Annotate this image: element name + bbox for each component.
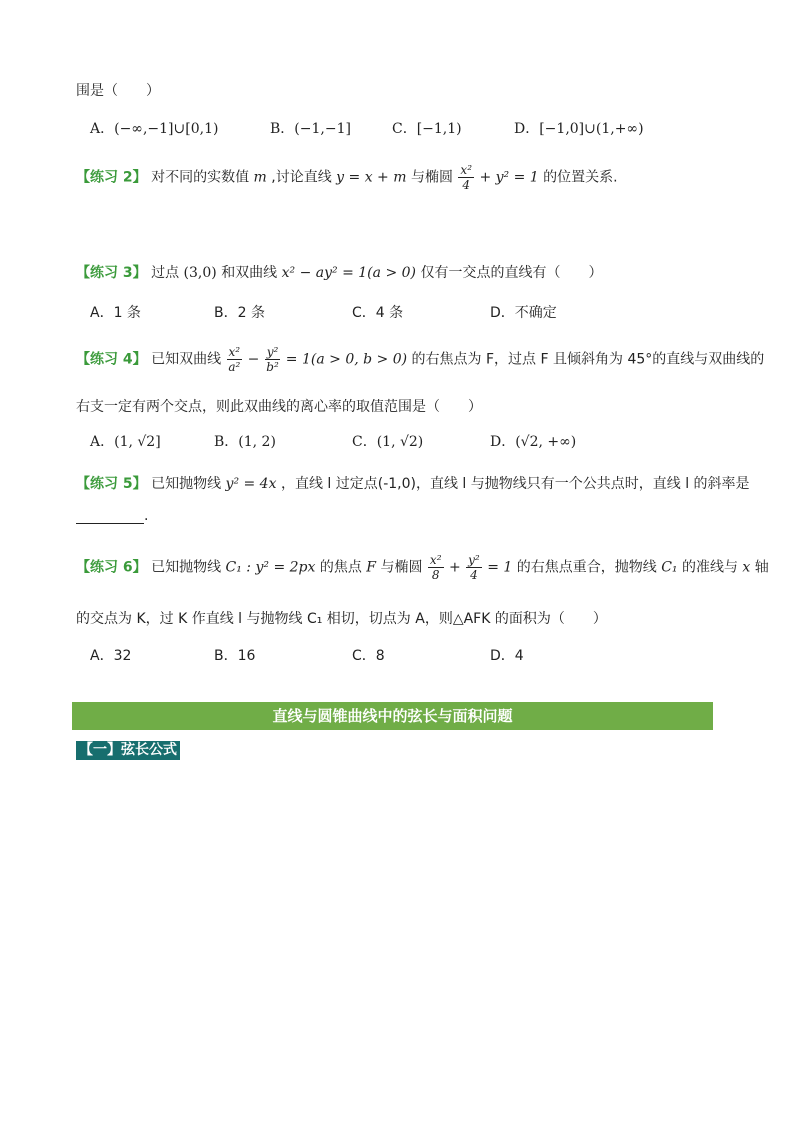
section-banner: 直线与圆锥曲线中的弦长与面积问题 xyxy=(72,702,713,730)
fraction xyxy=(466,553,482,582)
math-tail: = 1(a > 0, b > 0) xyxy=(285,351,408,368)
numerator: y² xyxy=(266,345,279,359)
option-b: B．2 条 xyxy=(214,305,265,321)
text: 的右焦点为 F，过点 F 且倾斜角为 45°的直线与双曲线的 xyxy=(411,351,765,368)
math-parabola-eq: y² = 4x xyxy=(225,476,277,492)
option-b: B．16 xyxy=(214,648,256,664)
exercise-4 xyxy=(76,345,764,374)
exercise-6-line2: 的交点为 K，过 K 作直线 l 与抛物线 C₁ 相切，切点为 A，则△AFK 的面积为（ ） xyxy=(76,611,607,627)
option-c: C．[−1,1) xyxy=(392,121,462,137)
exercise-label: 【练习 3】 xyxy=(76,265,147,281)
subsection-heading: 【一】弦长公式 xyxy=(76,741,180,760)
math-hyperbola-eq: x² − ay² = 1(a > 0) xyxy=(281,265,416,281)
text: 对不同的实数值 xyxy=(151,169,250,186)
exercise-2 xyxy=(76,163,618,192)
option-a: A．(−∞,−1]∪[0,1) xyxy=(90,121,219,137)
numerator: x² xyxy=(460,163,472,177)
text: 已知抛物线 xyxy=(151,559,222,576)
option-c: C．(1, √2) xyxy=(352,434,424,450)
text: 轴 xyxy=(754,559,769,576)
exercise-3 xyxy=(76,262,602,282)
text: 的右焦点重合，抛物线 xyxy=(516,559,657,576)
math-line-eq: y = x + m xyxy=(336,169,407,186)
denominator: a² xyxy=(228,360,241,374)
fraction xyxy=(458,163,474,192)
denominator: 4 xyxy=(462,178,471,192)
denominator: b² xyxy=(266,360,279,374)
exercise-label: 【练习 6】 xyxy=(76,559,147,576)
denominator: 4 xyxy=(470,568,478,582)
option-c: C．4 条 xyxy=(352,305,404,321)
option-d: D．[−1,0]∪(1,+∞) xyxy=(514,121,644,137)
option-b: B．(−1,−1] xyxy=(270,121,351,137)
numerator: x² xyxy=(429,553,442,567)
option-a: A．32 xyxy=(90,648,132,664)
math-point: (3,0) xyxy=(183,265,217,281)
option-c: C．8 xyxy=(352,648,385,664)
denominator: 8 xyxy=(431,568,440,582)
text: 已知抛物线 xyxy=(151,476,222,492)
math-op: − xyxy=(247,351,260,368)
text: 的准线与 xyxy=(681,559,738,576)
text: 与椭圆 xyxy=(380,559,423,576)
text: 和双曲线 xyxy=(221,265,278,281)
numerator: x² xyxy=(228,345,241,359)
math-tail: = 1 xyxy=(487,559,513,576)
math-C1: C₁ xyxy=(661,559,678,576)
exercise-label: 【练习 5】 xyxy=(76,476,147,492)
option-d: D．(√2, +∞) xyxy=(490,434,577,450)
question-fragment xyxy=(76,80,160,100)
math-F: F xyxy=(366,559,377,576)
text: 仅有一交点的直线有（ ） xyxy=(420,265,603,281)
text: ，直线 l 过定点(-1,0)，直线 l 与抛物线只有一个公共点时，直线 l 的斜率是 xyxy=(280,476,750,492)
exercise-4-line2: 右支一定有两个交点，则此双曲线的离心率的取值范围是（ ） xyxy=(76,399,482,415)
fraction xyxy=(265,345,281,374)
math-op: + xyxy=(448,559,461,576)
answer-blank[interactable] xyxy=(76,511,144,524)
fraction xyxy=(428,553,444,582)
text: 的位置关系. xyxy=(543,169,618,186)
math-parabola-eq: C₁ : y² = 2px xyxy=(225,559,316,576)
exercise-6 xyxy=(76,553,769,582)
option-d: D．4 xyxy=(490,648,524,664)
period: . xyxy=(144,508,149,524)
math-tail: + y² = 1 xyxy=(479,169,539,186)
option-a: A．(1, √2] xyxy=(90,434,161,450)
text: 的焦点 xyxy=(319,559,362,576)
option-a: A．1 条 xyxy=(90,305,141,321)
text: 过点 xyxy=(151,265,180,281)
option-b: B．(1, 2) xyxy=(214,434,276,450)
exercise-5 xyxy=(76,473,750,493)
exercise-label: 【练习 4】 xyxy=(76,351,147,368)
answer-blank-line xyxy=(76,508,148,524)
math-x: x xyxy=(742,559,751,576)
text: 与椭圆 xyxy=(410,169,453,186)
text: ,讨论直线 xyxy=(271,169,332,186)
fraction xyxy=(227,345,243,374)
numerator: y² xyxy=(468,553,480,567)
option-d: D．不确定 xyxy=(490,305,557,321)
text: 已知双曲线 xyxy=(151,351,222,368)
fragment-text: 围是（ ） xyxy=(76,83,160,99)
math-m: m xyxy=(253,169,267,186)
exercise-label: 【练习 2】 xyxy=(76,169,147,186)
